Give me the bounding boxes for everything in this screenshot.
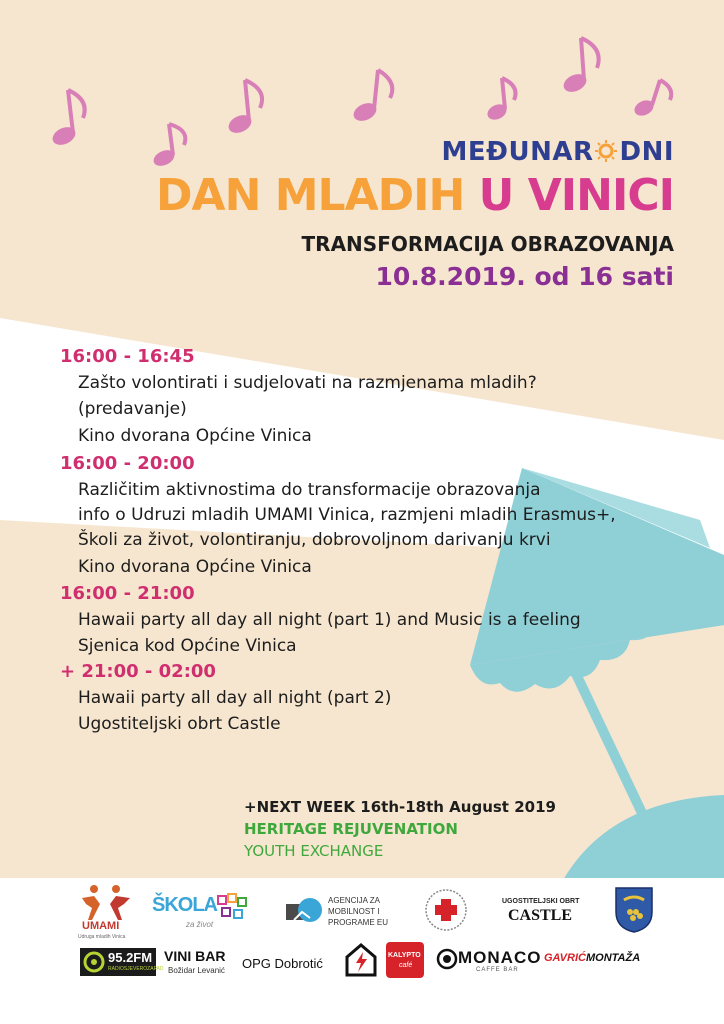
radio-icon (83, 951, 105, 973)
music-note-icon (632, 80, 671, 119)
agencija-line1: AGENCIJA ZA (328, 896, 381, 905)
schedule-line: info o Udruzi mladih UMAMI Vinica, razmjeni mladih Erasmus+, (78, 505, 616, 525)
skola-grid-icon (216, 892, 250, 922)
schedule-line: Kino dvorana Općine Vinica (78, 426, 312, 446)
music-note-icon (50, 90, 85, 148)
title-dan-mladih: DAN MLADIH U VINICI (156, 170, 674, 221)
music-note-icon (226, 80, 262, 136)
schedule-line: Školi za život, volontiranju, dobrovoljnom darivanju krvi (78, 530, 551, 550)
radio-name: RADIOSJEVEROZAPAD (108, 966, 164, 972)
schedule-line: Zašto volontirati i sudjelovati na razmjenama mladih? (78, 373, 537, 393)
subtitle: TRANSFORMACIJA OBRAZOVANJA (301, 232, 674, 256)
umami-sub: Udruga mladih Vinica (78, 934, 126, 940)
kalypto-label: KALYPTO (388, 952, 421, 959)
umami-people-icon (78, 884, 134, 920)
agencija-line2: MOBILNOST I (328, 907, 380, 916)
schedule-line: Hawaii party all day all night (part 1) and Music is a feeling (78, 610, 581, 630)
schedule-line: Hawaii party all day all night (part 2) (78, 688, 392, 708)
vini-bar-sub: Božidar Levanić (168, 966, 225, 975)
schedule-line: Kino dvorana Općine Vinica (78, 557, 312, 577)
schedule-time: + 21:00 - 02:00 (60, 661, 216, 682)
skola-label: ŠKOLA (152, 894, 217, 916)
kalypto-sub: café (399, 962, 413, 969)
monaco-logo (436, 948, 542, 976)
schedule-time: 16:00 - 20:00 (60, 453, 195, 474)
coat-of-arms-logo (614, 886, 654, 934)
next-week-title: HERITAGE REJUVENATION (244, 820, 458, 838)
schedule-time: 16:00 - 21:00 (60, 583, 195, 604)
monaco-emblem-icon (436, 948, 458, 970)
music-note-icon (485, 78, 516, 123)
schedule-line: Sjenica kod Općine Vinica (78, 636, 297, 656)
title-medunarodni: MEĐUNAR DNI (441, 137, 674, 167)
electric-logo (344, 942, 378, 978)
vini-bar-logo (164, 948, 234, 978)
music-note-icon (561, 38, 599, 95)
next-week-subtitle: YOUTH EXCHANGE (244, 842, 384, 860)
sponsor-logo-strip (0, 878, 724, 1024)
agencija-line3: PROGRAME EU (328, 918, 389, 927)
red-cross-icon (424, 888, 468, 932)
red-cross-logo (424, 888, 468, 932)
music-note-icon (151, 124, 185, 169)
next-week-dates: +NEXT WEEK 16th-18th August 2019 (244, 798, 556, 816)
agencija-icon (284, 894, 324, 930)
radio-frequency: 95.2FM (108, 950, 153, 965)
sun-icon (593, 140, 619, 162)
castle-top: UGOSTITELJSKI OBRT (502, 898, 580, 905)
umami-label: UMAMI (82, 920, 120, 932)
castle-logo (498, 898, 588, 934)
skola-sub: za život (186, 920, 214, 929)
kalypto-logo (386, 942, 424, 978)
opg-logo: OPG Dobrotić (242, 956, 323, 971)
monaco-label: MONACO (458, 948, 542, 967)
castle-main: CASTLE (508, 907, 573, 924)
umami-logo (78, 884, 134, 944)
event-date: 10.8.2019. od 16 sati (375, 262, 674, 291)
agencija-logo (284, 894, 414, 934)
vini-bar-label: VINI BAR (164, 948, 226, 964)
skola-logo (152, 892, 252, 936)
gavric-logo: GAVRIĆMONTAŽA (544, 952, 641, 964)
schedule-line: Ugostiteljski obrt Castle (78, 714, 281, 734)
radio-logo (80, 948, 164, 976)
coat-of-arms-icon (614, 886, 654, 934)
umbrella-pole-icon (560, 640, 650, 830)
music-note-icon (351, 70, 393, 124)
schedule-line: (predavanje) (78, 399, 187, 419)
schedule-time: 16:00 - 16:45 (60, 346, 195, 367)
schedule-line: Različitim aktivnostima do transformacije obrazovanja (78, 480, 541, 500)
lightning-house-icon (344, 942, 378, 978)
monaco-sub: CAFFE BAR (476, 967, 519, 973)
